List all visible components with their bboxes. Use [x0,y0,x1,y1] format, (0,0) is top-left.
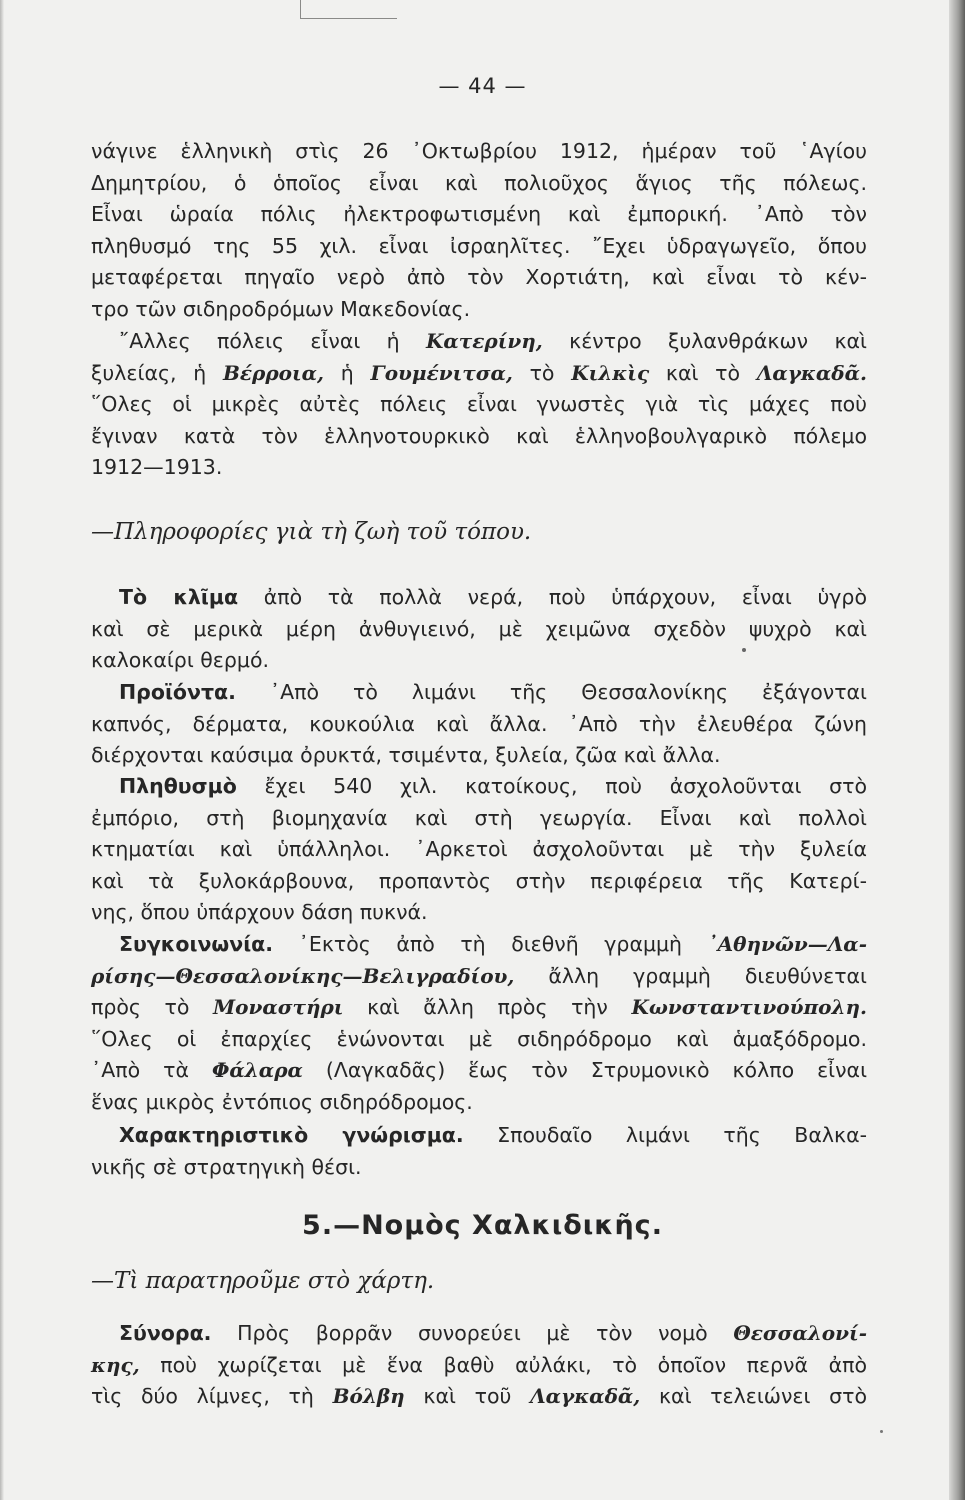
text-line: καὶ σὲ μερικὰ μέρη ἀνθυγιεινό, μὲ χειμῶνα σχεδὸν ψυχρὸ καὶ [91,616,867,641]
text-line: Τὸ κλῖμα ἀπὸ τὰ πολλὰ νερά, ποὺ ὑπάρχουν, εἶναι ὑγρὸ [119,585,867,609]
text-line: ἐμπόριο, στὴ βιομηχανία καὶ στὴ γεωργία. Εἶναι καὶ πολλοὶ [91,805,867,830]
run-in-heading: Τὸ κλῖμα [119,585,239,609]
text-line: ρίσης—Θεσσαλονίκης—Βελιγραδίου, ἄλλη γραμμὴ διευθύνεται [91,963,867,988]
run-in-heading: Πληθυσμὸ [119,774,237,798]
text-line: καὶ τὰ ξυλοκάρβουνα, προπαντὸς στὴν περιφέρεια τῆς Κατερί- [91,868,867,893]
print-speck [742,648,746,652]
text-line: κης, ποὺ χωρίζεται μὲ ἕνα βαθὺ αὐλάκι, τὸ ὁποῖον περνᾶ ἀπὸ [91,1352,867,1377]
place-name: Θεσσαλονί- [733,1321,867,1345]
page-right-edge [949,0,965,1500]
text-line: ᾿Απὸ τὰ Φάλαρα (Λαγκαδᾶς) ἕως τὸν Στρυμονικὸ κόλπο εἶναι [91,1058,868,1082]
paragraph-feature [91,1120,867,1183]
paragraph-transport [91,929,867,1118]
print-speck [880,1430,883,1433]
text-line: Σύνορα. Πρὸς βορρᾶν συνορεύει μὲ τὸν νομὸ Θεσσαλονί- [119,1321,867,1345]
text-line: ἕνας μικρὸς ἐντόπιος σιδηρόδρομος. [91,1089,473,1114]
section-title: 5.—Νομὸς Χαλκιδικῆς. [302,1210,663,1241]
place-name: κης, [91,1352,140,1377]
place-name: Γουμένιτσα, [370,360,513,385]
text-line: καπνός, δέρματα, κουκούλια καὶ ἄλλα. ᾿Απὸ τὴν ἐλευθέρα ζώνη [91,711,867,736]
paragraph-borders [91,1318,867,1413]
place-name: Βόλβη [332,1384,405,1408]
place-name: ᾿Αθηνῶν—Λα- [707,932,867,956]
text-line: μεταφέρεται πηγαῖο νερὸ ἀπὸ τὸν Χορτιάτη, καὶ εἶναι τὸ κέν- [91,265,867,289]
text-line: 1912—1913. [91,455,223,479]
text-line: τὶς δύο λίμνες, τὴ Βόλβη καὶ τοῦ Λαγκαδᾶ, καὶ τελειώνει στὸ [91,1384,867,1408]
run-in-heading: Συγκοινωνία. [119,932,274,956]
place-name: Κιλκὶς [571,360,650,385]
text-line: Πληθυσμὸ ἔχει 540 χιλ. κατοίκους, ποὺ ἀσχολοῦνται στὸ [119,774,867,798]
place-name: Μοναστήρι [213,995,344,1019]
text-line: Εἶναι ὡραία πόλις ἠλεκτροφωτισμένη καὶ ἐμπορική. ᾿Απὸ τὸν [91,202,867,226]
text-line: καλοκαίρι θερμό. [91,648,270,672]
text-line: νάγινε ἑλληνικὴ στὶς 26 ᾿Οκτωβρίου 1912, ἡμέραν τοῦ ῾Αγίου [91,139,867,163]
paragraph-thessaloniki [91,136,867,325]
subheading-life-info: —Πληροφορίες γιὰ τὴ ζωὴ τοῦ τόπου. [91,519,532,545]
run-in-heading: Χαρακτηριστικὸ γνώρισμα. [119,1123,464,1147]
text-line: ῞Ολες οἱ ἐπαρχίες ἑνώνονται μὲ σιδηρόδρομο καὶ ἁμαξόδρομο. [91,1026,867,1051]
paragraph-population [91,771,867,929]
page-left-edge [0,0,4,1500]
text-line: διέρχονται καύσιμα ὀρυκτά, τσιμέντα, ξυλεία, ζῶα καὶ ἄλλα. [91,743,721,767]
text-line: τρο τῶν σιδηροδρόμων Μακεδονίας. [91,296,471,321]
text-line: νικῆς σὲ στρατηγικὴ θέσι. [91,1154,362,1179]
text-line: πρὸς τὸ Μοναστήρι καὶ ἄλλη πρὸς τὴν Κωνσταντινούπολη. [91,995,867,1019]
place-name: Λαγκαδᾶ. [756,360,867,385]
paragraph-products [91,677,867,772]
text-line: πληθυσμό της 55 χιλ. εἶναι ἰσραηλῖτες. ῎Εχει ὑδραγωγεῖο, ὅπου [91,233,867,258]
text-line: Χαρακτηριστικὸ γνώρισμα. Σπουδαῖο λιμάνι τῆς Βαλκα- [119,1123,867,1147]
text-line: κτηματίαι καὶ ὑπάλληλοι. ᾿Αρκετοὶ ἀσχολοῦνται μὲ τὴν ξυλεία [91,837,867,861]
text-line: ῎Αλλες πόλεις εἶναι ἡ Κατερίνη, κέντρο ξυλανθράκων καὶ [119,329,867,353]
text-line: Προϊόντα. ᾿Απὸ τὸ λιμάνι τῆς Θεσσαλονίκης ἐξάγονται [119,680,867,704]
place-name: Βέρροια, [222,360,325,385]
place-name: ρίσης—Θεσσαλονίκης—Βελιγραδίου, [91,963,515,988]
text-line: ἔγιναν κατὰ τὸν ἑλληνοτουρκικὸ καὶ ἑλληνοβουλγαρικὸ πόλεμο [91,423,867,448]
place-name: Φάλαρα [211,1058,303,1082]
place-name: Κατερίνη, [426,329,543,353]
text-line: ξυλείας, ἡ Βέρροια, ἡ Γουμένιτσα, τὸ Κιλκὶς καὶ τὸ Λαγκαδᾶ. [91,360,867,385]
place-name: Κωνσταντινούπολη. [631,995,867,1019]
page-number: — 44 — [438,74,527,98]
text-line: νης, ὅπου ὑπάρχουν δάση πυκνά. [91,900,428,924]
paragraph-other-cities [91,326,867,484]
run-in-heading: Σύνορα. [119,1321,212,1345]
run-in-heading: Προϊόντα. [119,680,236,704]
scan-corner-mark [300,0,397,19]
text-line: Συγκοινωνία. ᾿Εκτὸς ἀπὸ τὴ διεθνῆ γραμμὴ ᾿Αθηνῶν—Λα- [119,932,867,956]
paragraph-climate [91,582,867,677]
text-line: Δημητρίου, ὁ ὁποῖος εἶναι καὶ πολιοῦχος ἅγιος τῆς πόλεως. [91,170,867,195]
subheading-map: —Τὶ παρατηροῦμε στὸ χάρτη. [91,1268,435,1294]
text-line: ῞Ολες οἱ μικρὲς αὐτὲς πόλεις εἶναι γνωστὲς γιὰ τὶς μάχες ποὺ [91,392,867,416]
place-name: Λαγκαδᾶ, [530,1384,641,1408]
